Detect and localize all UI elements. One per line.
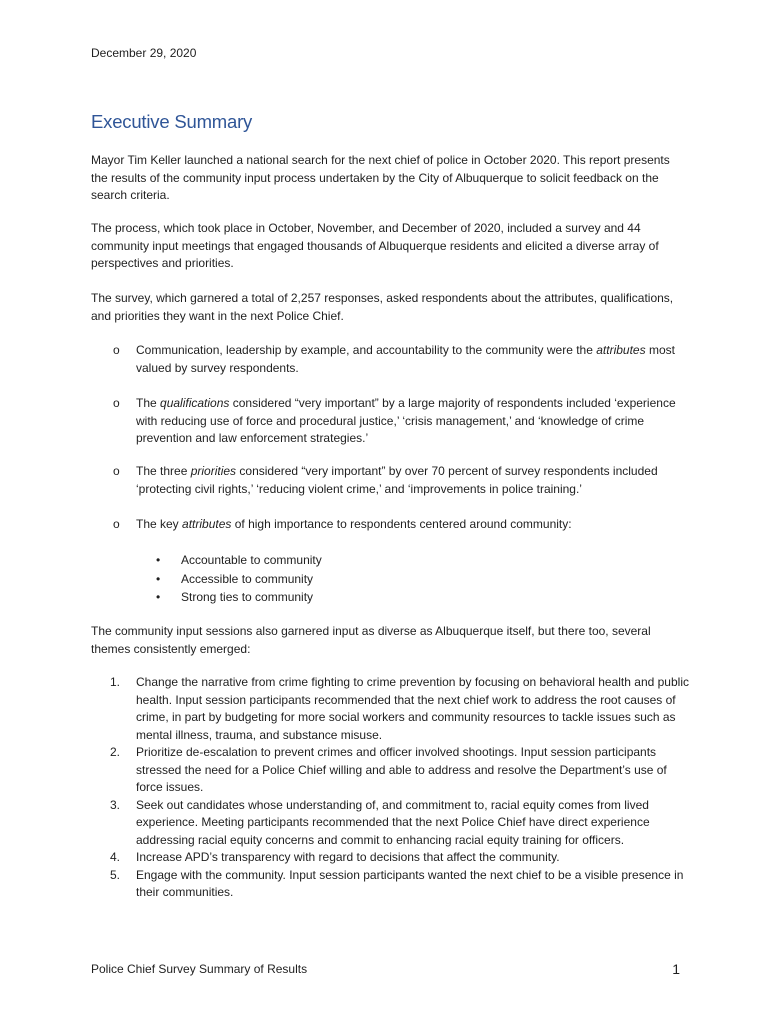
list-marker: o xyxy=(113,464,120,478)
list-marker: o xyxy=(113,517,120,531)
list-number: 2. xyxy=(110,745,121,759)
list-item: 2. Prioritize de-escalation to prevent crimes and officer involved shootings. Input session participants stressed the need for a Police Chief willing and able to address and resolve the Department’s use of force issues. xyxy=(110,745,667,794)
bullet-marker: • xyxy=(156,553,161,567)
list-item: 4. Increase APD’s transparency with regard to decisions that affect the community. xyxy=(91,849,691,867)
list-number: 1. xyxy=(110,675,121,689)
themes-list xyxy=(91,674,691,902)
community-attributes-list xyxy=(156,551,322,607)
list-marker: o xyxy=(113,343,120,357)
list-item: • Accessible to community xyxy=(156,570,322,589)
list-number: 4. xyxy=(110,850,121,864)
section-heading: Executive Summary xyxy=(91,111,253,132)
list-number: 5. xyxy=(110,867,121,882)
paragraph-survey: The survey, which garnered a total of 2,257 responses, asked respondents about the attributes, qualifications, and priorities they want in the next Police Chief. xyxy=(91,291,674,323)
list-item: • Accountable to community xyxy=(156,551,322,570)
list-item: • Strong ties to community xyxy=(156,588,322,607)
list-item: 5. Engage with the community. Input session participants wanted the next chief to be a visible presence in their communities. xyxy=(110,867,684,899)
document-date: December 29, 2020 xyxy=(91,46,197,60)
footer-title: Police Chief Survey Summary of Results xyxy=(91,962,308,976)
list-item-text: The key attributes of high importance to respondents centered around community: xyxy=(136,517,572,531)
list-item: 3. Seek out candidates whose understanding of, and commitment to, racial equity comes from lived experience. Meeting participants recommended that the next Police Chief have direct experience addressing racial equity concerns and commit to enhancing racial equity training for officers. xyxy=(110,797,650,847)
paragraph-process: The process, which took place in October, November, and December of 2020, included a survey and 44 community input meetings that engaged thousands of Albuquerque residents and elicited a diverse array of perspectives and priorities. xyxy=(91,221,659,270)
list-item-text: Communication, leadership by example, and accountability to the community were the attributes most valued by survey respondents. xyxy=(136,343,675,375)
list-item-text: The qualifications considered “very important” by a large majority of respondents included ‘experience with reducing use of force and procedural justice,’ ‘crisis management,’ and ‘knowledge of crime prevention and law enforcement strategies.’ xyxy=(136,396,676,445)
list-item: 1. Change the narrative from crime fighting to crime prevention by focusing on behavioral health and public health. Input session participants recommended that the next chief work to address the root causes of crime, in part by budgeting for more social workers and community resources to tackle issues such as mental illness, trauma, and substance misuse. xyxy=(110,675,689,742)
paragraph-intro: Mayor Tim Keller launched a national search for the next chief of police in October 2020. This report presents the results of the community input process undertaken by the City of Albuquerque to solicit feedback on the search criteria. xyxy=(91,153,670,202)
list-number: 3. xyxy=(110,797,121,812)
list-item-text: The three priorities considered “very important” by over 70 percent of survey respondents included ‘protecting civil rights,’ ‘reducing violent crime,’ and ‘improvements in police training.’ xyxy=(136,464,658,496)
page-number: 1 xyxy=(672,961,680,977)
bullet-marker: • xyxy=(156,590,161,604)
paragraph-community-sessions: The community input sessions also garnered input as diverse as Albuquerque itself, but there too, several themes consistently emerged: xyxy=(91,624,651,656)
bullet-marker: • xyxy=(156,571,161,586)
list-marker: o xyxy=(113,396,120,410)
